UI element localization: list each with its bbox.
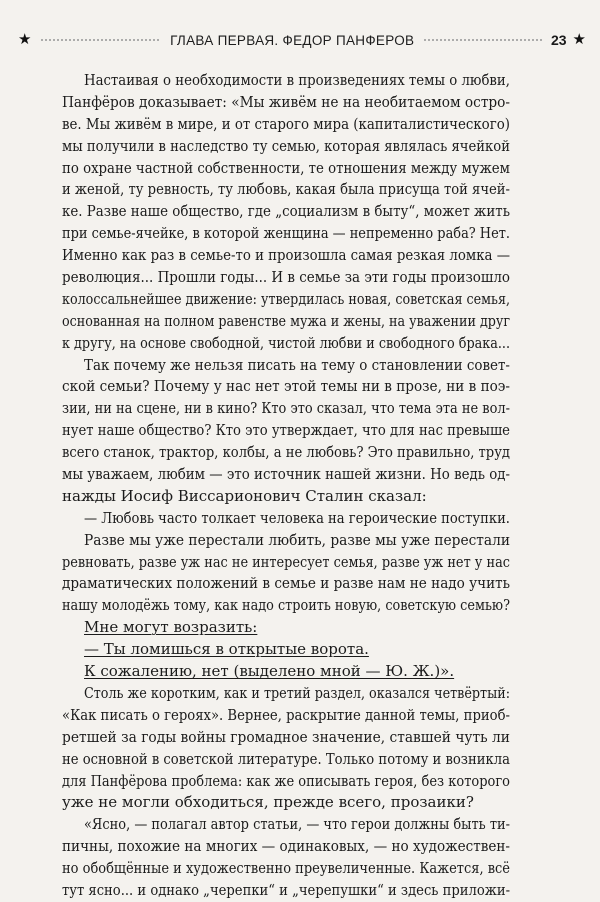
text-line (62, 245, 510, 267)
text-line (62, 836, 510, 858)
text-line (62, 792, 510, 814)
line-text: к другу, на основе свободной, чистой любви и свободного брака... (62, 333, 511, 352)
line-text: основанная на полном равенстве мужа и жены, на уважении друг (62, 311, 511, 330)
line-text: и женой, ту ревность, ту любовь, какая была присуща той ячей- (62, 180, 510, 199)
text-line (62, 398, 510, 420)
text-line (62, 573, 510, 595)
line-text: Столь же коротким, как и третий раздел, оказался четвёртый: (84, 683, 511, 702)
text-line (62, 749, 510, 771)
line-text: Именно как раз в семье-то и произошла самая резкая ломка — (62, 246, 511, 265)
text-line (62, 355, 510, 377)
text-line (62, 661, 510, 683)
text-line (62, 92, 510, 114)
line-text: но обобщённые и художественно преувеличенные. Кажется, всё (62, 859, 510, 878)
star-icon: ★ (572, 31, 586, 48)
chapter-title: ГЛАВА ПЕРВАЯ. ФЕДОР ПАНФЕРОВ (170, 32, 415, 48)
text-line (62, 705, 510, 727)
line-text: пичны, похожие на многих — одинаковых, — но художествен- (62, 837, 511, 856)
body-text (62, 70, 510, 902)
text-line (62, 70, 510, 92)
text-line (62, 552, 510, 574)
text-line (62, 136, 510, 158)
text-line (62, 333, 510, 355)
line-text: ретшей за годы войны громадное значение, ставшей чуть ли (62, 727, 510, 746)
text-line (62, 880, 510, 902)
running-header (18, 30, 586, 50)
line-text: ской семьи? Почему у нас нет этой темы ни в прозе, ни в поэ- (62, 377, 511, 396)
line-text: «Ясно, — полагал автор статьи, — что герои должны быть ти- (84, 815, 511, 834)
text-line (62, 114, 510, 136)
line-text: мы уважаем, любим — это источник нашей жизни. Но ведь од- (62, 465, 511, 484)
line-text: нажды Иосиф Виссарионович Сталин сказал: (62, 486, 427, 505)
text-line (62, 814, 510, 836)
text-line (62, 158, 510, 180)
underlined-text: — Ты ломишься в открытые ворота. (84, 640, 369, 659)
text-line (62, 486, 510, 508)
line-text: для Панфёрова проблема: как же описывать героя, без которого (62, 771, 510, 790)
line-text: нашу молодёжь тому, как надо строить новую, советскую семью? (62, 596, 510, 615)
text-line (62, 683, 510, 705)
text-line (62, 420, 510, 442)
line-text: ве. Мы живём в мире, и от старого мира (капиталистического) (62, 114, 510, 133)
line-text: драматических положений в семье и разве нам не надо учить (62, 574, 511, 593)
line-text: при семье-ячейке, в которой женщина — непременно раба? Нет. (62, 224, 510, 243)
text-line (62, 289, 510, 311)
header-ornament-left (41, 39, 160, 41)
underlined-text: К сожалению, нет (выделено мной — Ю. Ж.)». (84, 662, 455, 681)
line-text: тут ясно... и однако „черепки“ и „черепушки“ и здесь приложи- (62, 880, 511, 899)
header-ornament-right (424, 39, 543, 41)
text-line (62, 771, 510, 793)
line-text: нует наше общество? Кто это утверждает, что для нас превыше (62, 421, 510, 440)
line-text: — Любовь часто толкает человека на героические поступки. (84, 508, 510, 527)
line-text: Так почему же нельзя писать на тему о становлении совет- (84, 355, 510, 374)
line-text: по охране частной собственности, те отношения между мужем (62, 158, 511, 177)
text-line (62, 617, 510, 639)
underlined-text: Мне могут возразить: (84, 618, 258, 637)
text-line (62, 508, 510, 530)
text-line (62, 201, 510, 223)
line-text: колоссальнейшее движение: утвердилась новая, советская семья, (62, 289, 511, 308)
star-icon: ★ (18, 31, 32, 48)
text-line (62, 727, 510, 749)
line-text: «Как писать о героях». Вернее, раскрытие данной темы, приоб- (62, 705, 511, 724)
text-line (62, 376, 510, 398)
line-text: ке. Разве наше общество, где „социализм в быту“, может жить (62, 202, 510, 221)
text-line (62, 267, 510, 289)
line-text: зии, ни на сцене, ни в кино? Кто это сказал, что тема эта не вол- (62, 399, 510, 418)
text-line (62, 442, 510, 464)
text-line (62, 858, 510, 880)
text-line (62, 223, 510, 245)
line-text: не основной в советской литературе. Только потому и возникла (62, 749, 510, 768)
text-line (62, 464, 510, 486)
line-text: Панфёров доказывает: «Мы живём не на необитаемом остро- (62, 92, 511, 111)
line-text: Настаивая о необходимости в произведениях темы о любви, (84, 71, 510, 89)
page-number: 23 (550, 32, 567, 48)
line-text: уже не могли обходиться, прежде всего, прозаики? (62, 793, 474, 812)
line-text: ревновать, разве уж нас не интересует семья, разве уж нет у нас (62, 552, 510, 571)
line-text: революция... Прошли годы... И в семье за эти годы произошло (62, 268, 511, 287)
text-line (62, 179, 510, 201)
line-text: мы получили в наследство ту семью, которая являлась ячейкой (62, 136, 510, 155)
text-line (62, 639, 510, 661)
text-line (62, 595, 510, 617)
text-line (62, 311, 510, 333)
line-text: всего станок, трактор, колбы, а не любовь? Это правильно, труд (62, 443, 511, 462)
line-text: Разве мы уже перестали любить, разве мы уже перестали (84, 530, 510, 549)
text-line (62, 530, 510, 552)
